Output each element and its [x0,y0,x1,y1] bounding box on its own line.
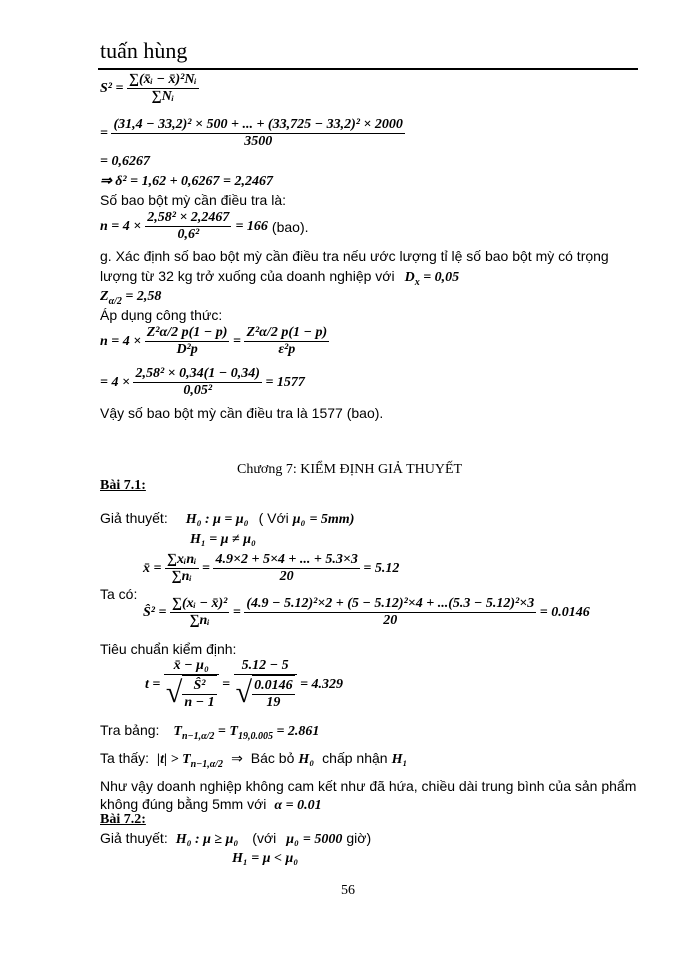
chapter-title: Chương 7: KIỂM ĐỊNH GIẢ THUYẾT [237,462,463,477]
table-lookup: Tra bảng: $T_{n-1,\alpha/2} = T_{19,0.005} = 2.861$ [100,722,320,742]
t-statistic-formula: t = x̄ − μ₀ √ $\frac{\text{Ŝ²}}{n - 1}$ = 5.12 − 5 √ $\frac{0.0146}{19}$ = 4.329 [145,658,344,710]
s2-expansion: = $\frac{\text{(31,4 − 33,2)² × 500 + ... + (33,725 − 33,2)² × 2000}}{3500}$ [100,117,403,149]
conclusion-7-1-line2: không đúng bằng 5mm với α = 0.01 [100,796,322,813]
z-value: $Z_{\alpha/2} = 2,58$ [100,289,162,307]
s2-expand-numerator: (31,4 − 33,2)² × 500 + ... + (33,725 − 33,2)² × 2000 [113,117,403,132]
survey-count-intro: Số bao bột mỳ cần điều tra là: [100,192,286,208]
part-g-line2: lượng từ 32 kg trở xuống của doanh nghiệp với $D_x = 0,05$ [100,268,460,288]
part-g-line1: g. Xác định số bao bột mỳ cần điều tra nếu ước lượng tỉ lệ số bao bột mỳ có trọng [100,248,609,264]
alt-hypothesis-7-1: H₁ = μ ≠ μ₀ [190,532,256,547]
s2-formula: S² = $\frac{\text{∑(x̄ᵢ − x̄)²Nᵢ}}{\text{∑Nᵢ}}$ [100,72,197,104]
n3-formula: = 4 × $\frac{\text{2,58² × 0,34(1 − 0,34)}}{\text{0,05²}}$ = 1577 [100,366,305,398]
comparison-line: Ta thấy: $|t| > T_{n-1,\alpha/2}$ ⇒ Bác bỏ H₀ chấp nhận H₁ [100,750,408,770]
s2-denominator: ∑Nᵢ [151,89,175,104]
ta-co-label: Ta có: [100,586,138,602]
delta-formula: ⇒ δ² = 1,62 + 0,6267 = 2,2467 [100,174,274,189]
page-number: 56 [341,883,355,898]
n1-formula: n = 4 × $\frac{\text{2,58² × 2,2467}}{\text{0,6²}}$ = 166 (bao). [100,210,309,242]
conclusion-survey: Vậy số bao bột mỳ cần điều tra là 1577 (bao). [100,405,384,421]
exercise-7-2-title: Bài 7.2: [100,812,146,827]
variance-formula: Ŝ² = $\frac{\text{∑(xᵢ − x̄)²}}{\text{∑nᵢ}}$ = $\frac{\text{(4.9 − 5.12)²×2 + (5 − 5.12)²×4 + ...(5.3 − 5.12)²×3}}{20}$ = 0.0146 [143,596,590,628]
hypothesis-7-2: Giả thuyết: H₀ : μ ≥ μ₀ (với μ₀ = 5000 giờ) [100,830,372,847]
exercise-7-1-title: Bài 7.1: [100,478,146,493]
mean-formula: x̄ = $\frac{\text{∑xᵢnᵢ}}{\text{∑nᵢ}}$ = $\frac{4.9\times 2 + 5\times 4 + ... + 5.3\times 3}{20}$ = 5.12 [143,552,400,584]
s2-value: = 0,6267 [100,154,150,169]
header-rule [98,68,638,70]
s2-numerator: ∑(x̄ᵢ − x̄)²Nᵢ [128,72,197,87]
test-statistic-label: Tiêu chuẩn kiểm định: [100,641,237,657]
apply-formula-label: Áp dụng công thức: [100,307,223,323]
n2-formula: n = 4 × $\frac{\text{Z²α/2 p(1 − p)}}{\text{D²p}}$ = $\frac{\text{Z²α/2 p(1 − p)}}{\text{ε²p}}$ [100,325,328,357]
page-header: tuấn hùng [100,38,188,63]
alt-hypothesis-7-2: H₁ = μ < μ₀ [232,851,299,866]
s2-expand-denominator: 3500 [244,134,273,149]
hypothesis-7-1: Giả thuyết: H₀ : μ = μ₀ ( Với μ₀ = 5mm) [100,510,355,527]
conclusion-7-1-line1: Như vậy doanh nghiệp không cam kết như đã hứa, chiều dài trung bình của sản phẩm [100,778,637,794]
